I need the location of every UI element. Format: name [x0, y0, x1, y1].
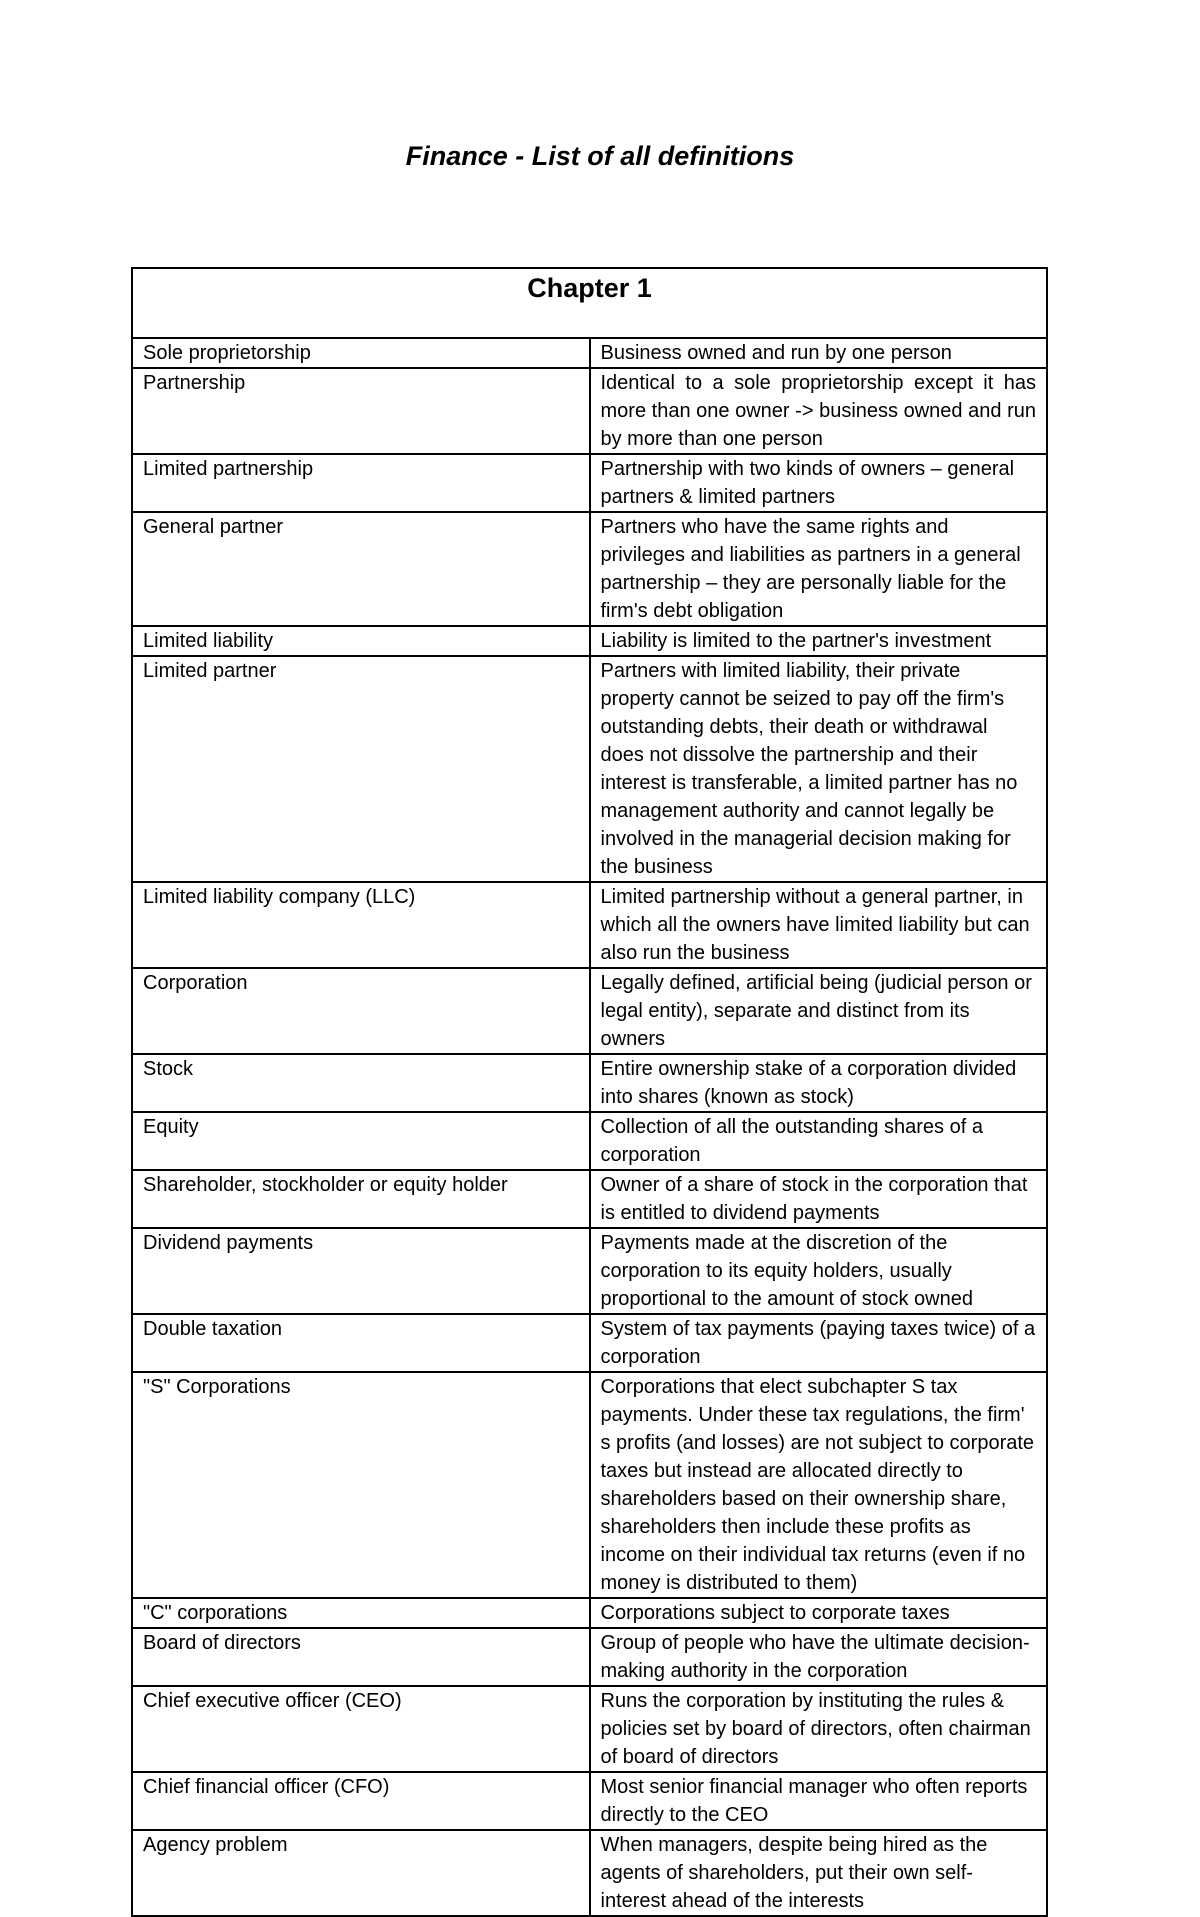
term-cell: Limited partnership [132, 454, 590, 512]
definition-cell: Runs the corporation by instituting the rules & policies set by board of directors, often chairman of board of directors [590, 1686, 1048, 1772]
table-row [132, 1228, 1047, 1314]
table-row [132, 1598, 1047, 1628]
term-cell: "C" corporations [132, 1598, 590, 1628]
definition-cell: Owner of a share of stock in the corporation that is entitled to dividend payments [590, 1170, 1048, 1228]
term-cell: Chief executive officer (CEO) [132, 1686, 590, 1772]
term-cell: Limited partner [132, 656, 590, 882]
definition-cell: Partnership with two kinds of owners – general partners & limited partners [590, 454, 1048, 512]
definition-cell: Legally defined, artificial being (judicial person or legal entity), separate and distinct from its owners [590, 968, 1048, 1054]
term-cell: Board of directors [132, 1628, 590, 1686]
term-cell: Limited liability company (LLC) [132, 882, 590, 968]
chapter-heading: Chapter 1 [132, 268, 1047, 338]
definition-cell: Liability is limited to the partner's investment [590, 626, 1048, 656]
table-row [132, 512, 1047, 626]
table-row [132, 882, 1047, 968]
definition-cell: Business owned and run by one person [590, 338, 1048, 368]
definition-cell: Group of people who have the ultimate decision-making authority in the corporation [590, 1628, 1048, 1686]
definition-cell: System of tax payments (paying taxes twice) of a corporation [590, 1314, 1048, 1372]
term-cell: Dividend payments [132, 1228, 590, 1314]
table-row [132, 1372, 1047, 1598]
term-cell: Double taxation [132, 1314, 590, 1372]
definition-cell: Identical to a sole proprietorship except it has more than one owner -> business owned and run by more than one person [590, 368, 1048, 454]
term-cell: Agency problem [132, 1830, 590, 1916]
table-row [132, 1054, 1047, 1112]
table-row [132, 1772, 1047, 1830]
term-cell: "S" Corporations [132, 1372, 590, 1598]
definitions-table [131, 267, 1048, 1917]
definition-cell: When managers, despite being hired as the agents of shareholders, put their own self-interest ahead of the interests [590, 1830, 1048, 1916]
table-row [132, 368, 1047, 454]
table-row [132, 454, 1047, 512]
table-row [132, 656, 1047, 882]
term-cell: General partner [132, 512, 590, 626]
definition-cell: Limited partnership without a general partner, in which all the owners have limited liability but can also run the business [590, 882, 1048, 968]
term-cell: Equity [132, 1112, 590, 1170]
definition-cell: Corporations that elect subchapter S tax payments. Under these tax regulations, the firm' s profits (and losses) are not subject to corporate taxes but instead are allocated directly to shareholders based on their ownership share, shareholders then include these profits as income on their individual tax returns (even if no money is distributed to them) [590, 1372, 1048, 1598]
chapter-header-row [132, 268, 1047, 338]
term-cell: Stock [132, 1054, 590, 1112]
table-row [132, 1830, 1047, 1916]
term-cell: Chief financial officer (CFO) [132, 1772, 590, 1830]
definition-cell: Partners who have the same rights and privileges and liabilities as partners in a general partnership – they are personally liable for the firm's debt obligation [590, 512, 1048, 626]
page-title: Finance - List of all definitions [405, 141, 795, 171]
term-cell: Partnership [132, 368, 590, 454]
table-row [132, 626, 1047, 656]
table-row [132, 1686, 1047, 1772]
table-row [132, 1314, 1047, 1372]
term-cell: Sole proprietorship [132, 338, 590, 368]
table-row [132, 1170, 1047, 1228]
table-row [132, 1628, 1047, 1686]
table-row [132, 968, 1047, 1054]
term-cell: Shareholder, stockholder or equity holder [132, 1170, 590, 1228]
definition-cell: Entire ownership stake of a corporation divided into shares (known as stock) [590, 1054, 1048, 1112]
definition-cell: Corporations subject to corporate taxes [590, 1598, 1048, 1628]
definition-cell: Partners with limited liability, their private property cannot be seized to pay off the firm's outstanding debts, their death or withdrawal does not dissolve the partnership and their interest is transferable, a limited partner has no management authority and cannot legally be involved in the managerial decision making for the business [590, 656, 1048, 882]
table-row [132, 338, 1047, 368]
definition-cell: Collection of all the outstanding shares of a corporation [590, 1112, 1048, 1170]
definition-cell: Payments made at the discretion of the corporation to its equity holders, usually proportional to the amount of stock owned [590, 1228, 1048, 1314]
term-cell: Limited liability [132, 626, 590, 656]
term-cell: Corporation [132, 968, 590, 1054]
definition-cell: Most senior financial manager who often reports directly to the CEO [590, 1772, 1048, 1830]
table-row [132, 1112, 1047, 1170]
